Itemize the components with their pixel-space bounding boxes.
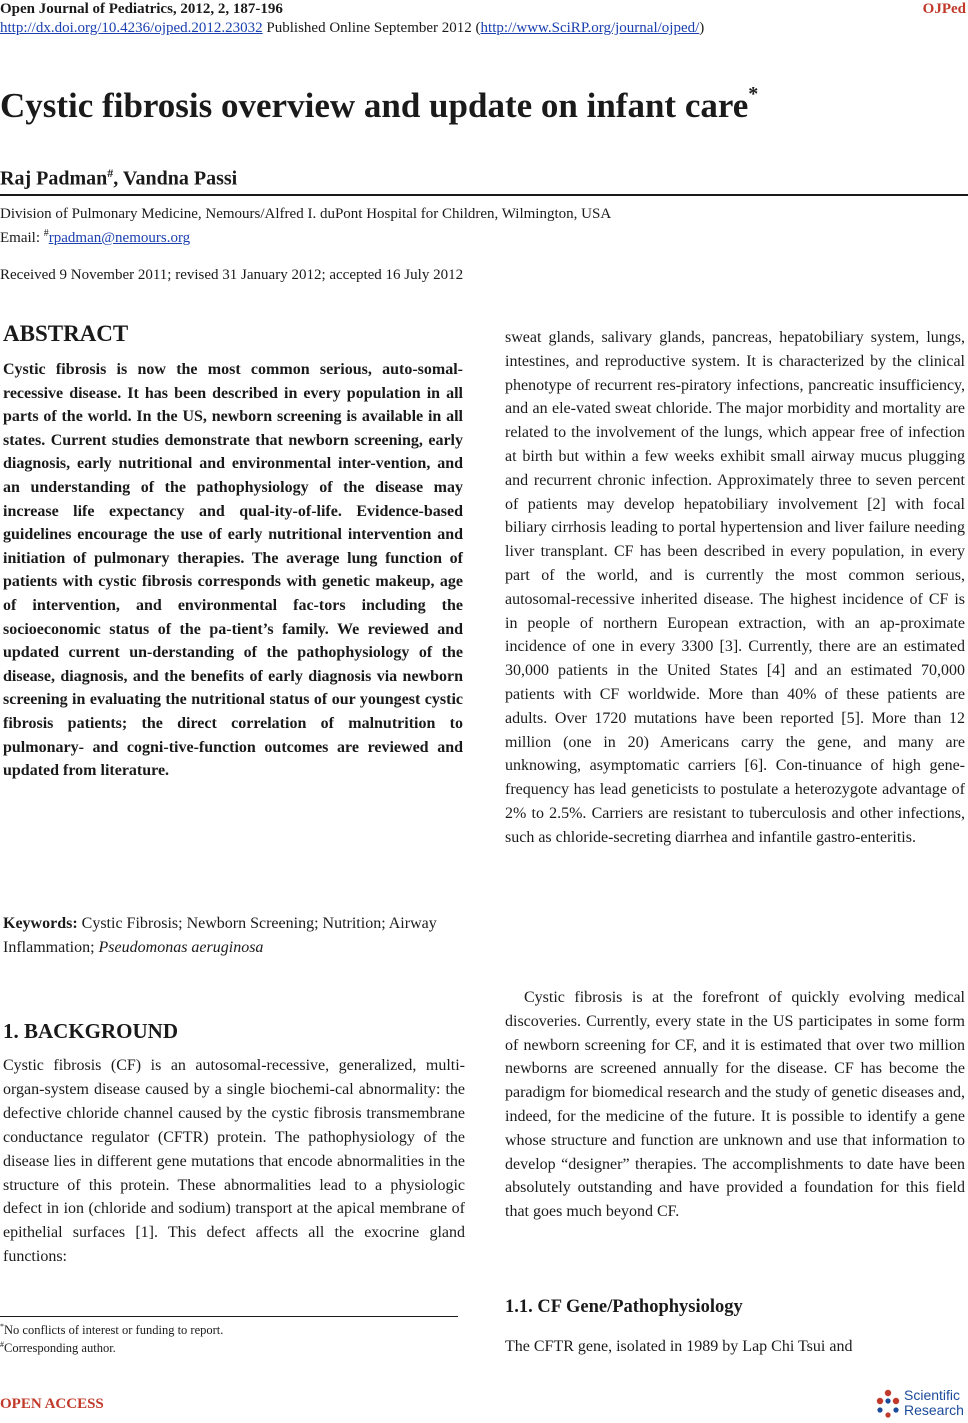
keywords-label: Keywords: [3, 915, 78, 932]
footnote-rule [0, 1316, 458, 1317]
author-2: , Vandna Passi [113, 167, 238, 190]
published-text: Published Online September 2012 ( [262, 20, 481, 36]
email-mark: # [43, 228, 49, 239]
title-footnote-mark: * [748, 83, 759, 106]
body-paragraph-3: The CFTR gene, isolated in 1989 by Lap Chi Tsui and [505, 1338, 853, 1355]
keywords-italic: Pseudomonas aeruginosa [98, 938, 264, 956]
footnote-2 [0, 1340, 116, 1356]
logo-line-1: Scientific [904, 1387, 961, 1403]
publication-line [0, 20, 704, 37]
doi-link[interactable]: http://dx.doi.org/10.4236/ojped.2012.23032 [0, 20, 263, 36]
logo-icon [874, 1388, 902, 1418]
author-1: Raj Padman [0, 167, 108, 190]
paper-title [0, 83, 759, 126]
footnote-1-mark: * [0, 1322, 4, 1331]
email-line [0, 228, 190, 247]
affiliation: Division of Pulmonary Medicine, Nemours/Alfred I. duPont Hospital for Children, Wilmington, USA [0, 206, 612, 222]
keywords [3, 912, 463, 959]
email-link[interactable]: rpadman@nemours.org [48, 230, 191, 246]
email-label: Email: [0, 230, 44, 246]
journal-link[interactable]: http://www.SciRP.org/journal/ojped/ [480, 20, 700, 36]
author-1-mark: # [107, 166, 114, 180]
publisher-logo [874, 1388, 966, 1422]
published-close: ) [699, 20, 705, 36]
logo-line-2: Research [904, 1402, 964, 1418]
background-text: Cystic fibrosis (CF) is an autosomal-recessive, generalized, multi-organ-system disease caused by a single biochemi-cal abnormality: the defective chloride channel caused by the cystic fibrosis transmembrane conductance regulator (CFTR) protein. The pathophysiology of the disease lies in different gene mutations that encode abnormalities in the structure of this protein. These abnormalities lead to a physiologic defect in ion (chloride and sodium) transport at the apical membrane of epithelial surfaces [1]. This defect affects all the exocrine gland functions: [3, 1057, 465, 1266]
received-dates: Received 9 November 2011; revised 31 January 2012; accepted 16 July 2012 [0, 267, 464, 283]
title-text: Cystic fibrosis overview and update on infant care [0, 86, 749, 125]
journal-abbreviation: OJPed [922, 1, 966, 17]
footnote-2-mark: # [0, 1340, 4, 1349]
section-subheading: 1.1. CF Gene/Pathophysiology [505, 1297, 743, 1317]
header-rule [0, 194, 968, 196]
author-list [0, 166, 237, 191]
background-heading: 1. BACKGROUND [3, 1019, 179, 1043]
footnote-1-text: No conflicts of interest or funding to report. [4, 1323, 224, 1338]
open-access-label: OPEN ACCESS [0, 1396, 104, 1412]
body-paragraph-1: sweat glands, salivary glands, pancreas, hepatobiliary system, lungs, intestines, and reproductive system. It is characterized by the clinical phenotype of recurrent res-piratory infections, pancreatic insufficiency, and an ele-vated sweat chloride. The major morbidity and mortality are related to the involvement of the lungs, which appear free of infection at birth but within a few weeks exhibit small airway mucus plugging and recurrent chronic infection. Approximately three to seven percent of patients may develop hepatobiliary involvement [2] with focal biliary cirrhosis leading to portal hypertension and liver failure needing liver transplant. CF has been described in every population, in every part of the world, and is currently the most common serious, autosomal-recessive inherited disease. The highest incidence of CF is in people of northern European extraction, with an ap-proximate incidence of one in every 3300 [3]. Currently, there are an estimated 30,000 patients in the United States [4] and an estimated 70,000 patients with CF worldwide. More than 40% of these patients are adults. Over 1720 mutations have been reported [5]. More than 12 million (one in 20) Americans carry the gene, and many are unknowing, asymptomatic carriers [6]. Con-tinuance of high gene-frequency has lead geneticists to postulate a heterozygote advantage of 2% to 2.5%. Carriers are resistant to tuberculosis and other infections, such as chloride-secreting diarrhea and infantile gastro-enteritis. [505, 329, 965, 846]
abstract-text: Cystic fibrosis is now the most common serious, auto-somal-recessive disease. It has been described in every population in all parts of the world. In the US, newborn screening is available in all states. Current studies demonstrate that newborn screening, early diagnosis, early nutritional and environmental inter-vention, and an understanding of the pathophysiology of the disease may increase life expectancy and qual-ity-of-life. Evidence-based guidelines encourage the use of early nutritional intervention and initiation of pulmonary therapies. The average lung function of patients with cystic fibrosis corresponds with genetic makeup, age of intervention, and environmental fac-tors including the socioeconomic status of the pa-tient’s family. We reviewed and updated current un-derstanding of the pathophysiology of the disease, diagnosis, and the benefits of early diagnosis via newborn screening in evaluating the nutritional status of our youngest cystic fibrosis patients; the direct correlation of malnutrition to pulmonary- and cogni-tive-function outcomes are reviewed and updated from literature. [3, 361, 463, 780]
keywords-text: Cystic Fibrosis; Newborn Screening; Nutrition; Airway Inflammation; [3, 915, 437, 956]
abstract-heading: ABSTRACT [3, 321, 129, 346]
journal-citation: Open Journal of Pediatrics, 2012, 2, 187-196 [0, 1, 283, 17]
footnote-1 [0, 1322, 223, 1338]
footnote-2-text: Corresponding author. [4, 1341, 116, 1356]
body-paragraph-2: Cystic fibrosis is at the forefront of quickly evolving medical discoveries. Currently, every state in the US participates in some form of newborn screening for CF, and it is estimated that over two million newborns are screened annually for the disease. CF has become the paradigm for biomedical research and the study of genetic diseases and, indeed, for the medicine of the future. It is possible to identify a gene whose structure and function are unknown and use that information to develop “designer” therapies. The accomplishments to date have been absolutely outstanding and have provided a foundation for this field that goes much beyond CF. [505, 989, 965, 1221]
logo-text [904, 1388, 964, 1418]
